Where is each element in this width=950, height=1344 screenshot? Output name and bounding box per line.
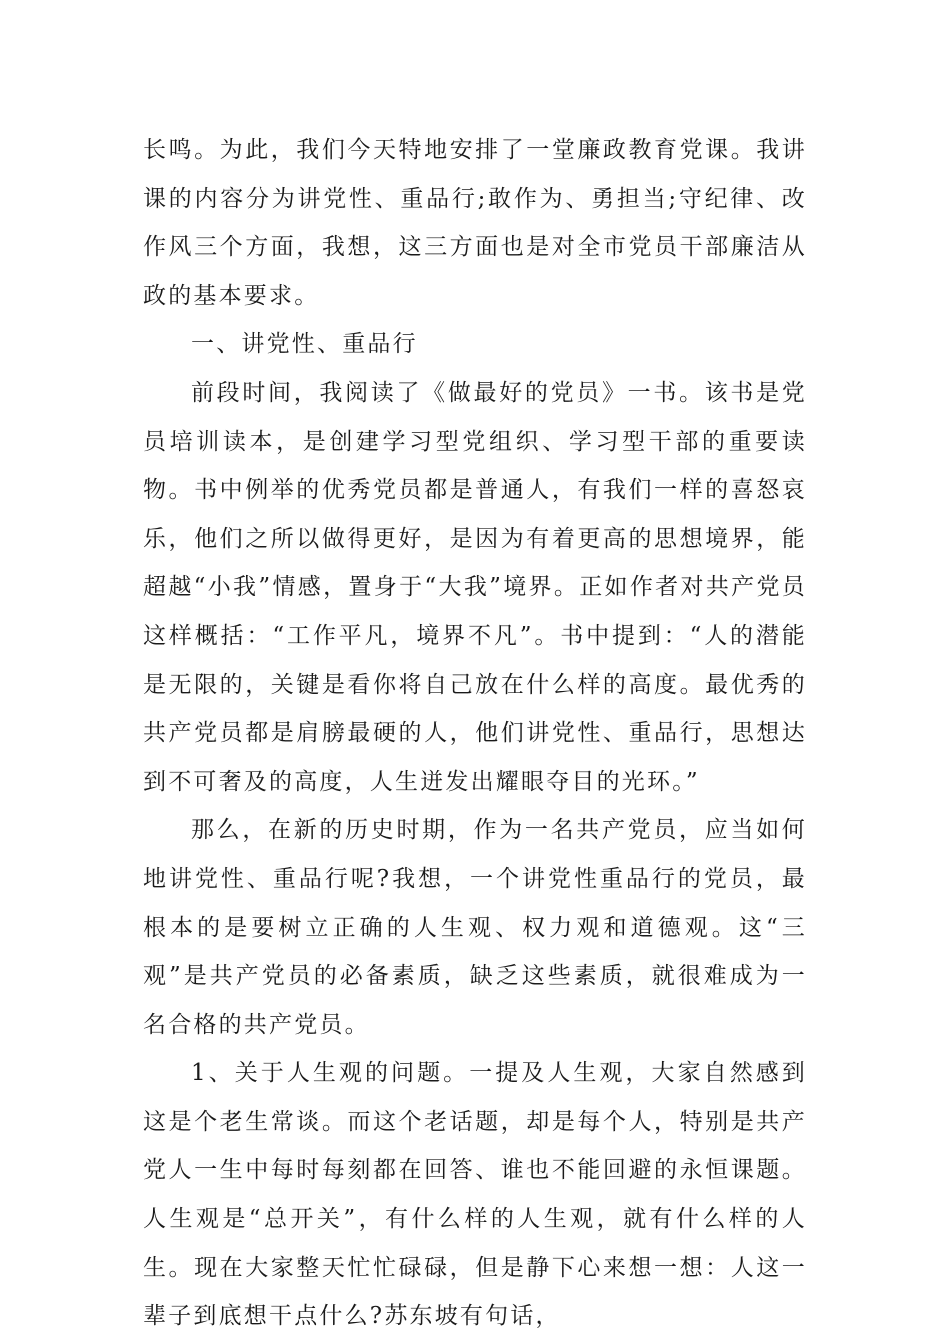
paragraph-book-reading: 前段时间，我阅读了《做最好的党员》一书。该书是党员培训读本，是创建学习型党组织、学习型干部的重要读物。书中例举的优秀党员都是普通人，有我们一样的喜怒哀乐，他们之所以做得更好，是因为有着更高的思想境界，能超越“小我”情感，置身于“大我”境界。正如作者对共产党员这样概括：“工作平凡，境界不凡”。书中提到：“人的潜能是无限的，关键是看你将自己放在什么样的高度。最优秀的共产党员都是肩膀最硬的人，他们讲党性、重品行，思想达到不可奢及的高度，人生迸发出耀眼夺目的光环。” [143,379,807,795]
section-heading: 一、讲党性、重品行 [191,331,418,358]
paragraph-continuation: 长鸣。为此，我们今天特地安排了一堂廉政教育党课。我讲课的内容分为讲党性、重品行;敢作为、勇担当;守纪律、改作风三个方面，我想，这三方面也是对全市党员干部廉洁从政的基本要求。 [143,137,807,309]
document-body [143,126,807,1341]
paragraph-outlook-on-life: 1、关于人生观的问题。一提及人生观，大家自然感到这是个老生常谈。而这个老话题，却是每个人，特别是共产党人一生中每时每刻都在回答、谁也不能回避的永恒课题。人生观是“总开关”，有什么样的人生观，就有什么样的人生。现在大家整天忙忙碌碌，但是静下心来想一想：人这一辈子到底想干点什么?苏东坡有句话， [143,1060,807,1330]
paragraph-three-views: 那么，在新的历史时期，作为一名共产党员，应当如何地讲党性、重品行呢?我想，一个讲党性重品行的党员，最根本的是要树立正确的人生观、权力观和道德观。这“三观”是共产党员的必备素质，缺乏这些素质，就很难成为一名合格的共产党员。 [143,817,807,1038]
